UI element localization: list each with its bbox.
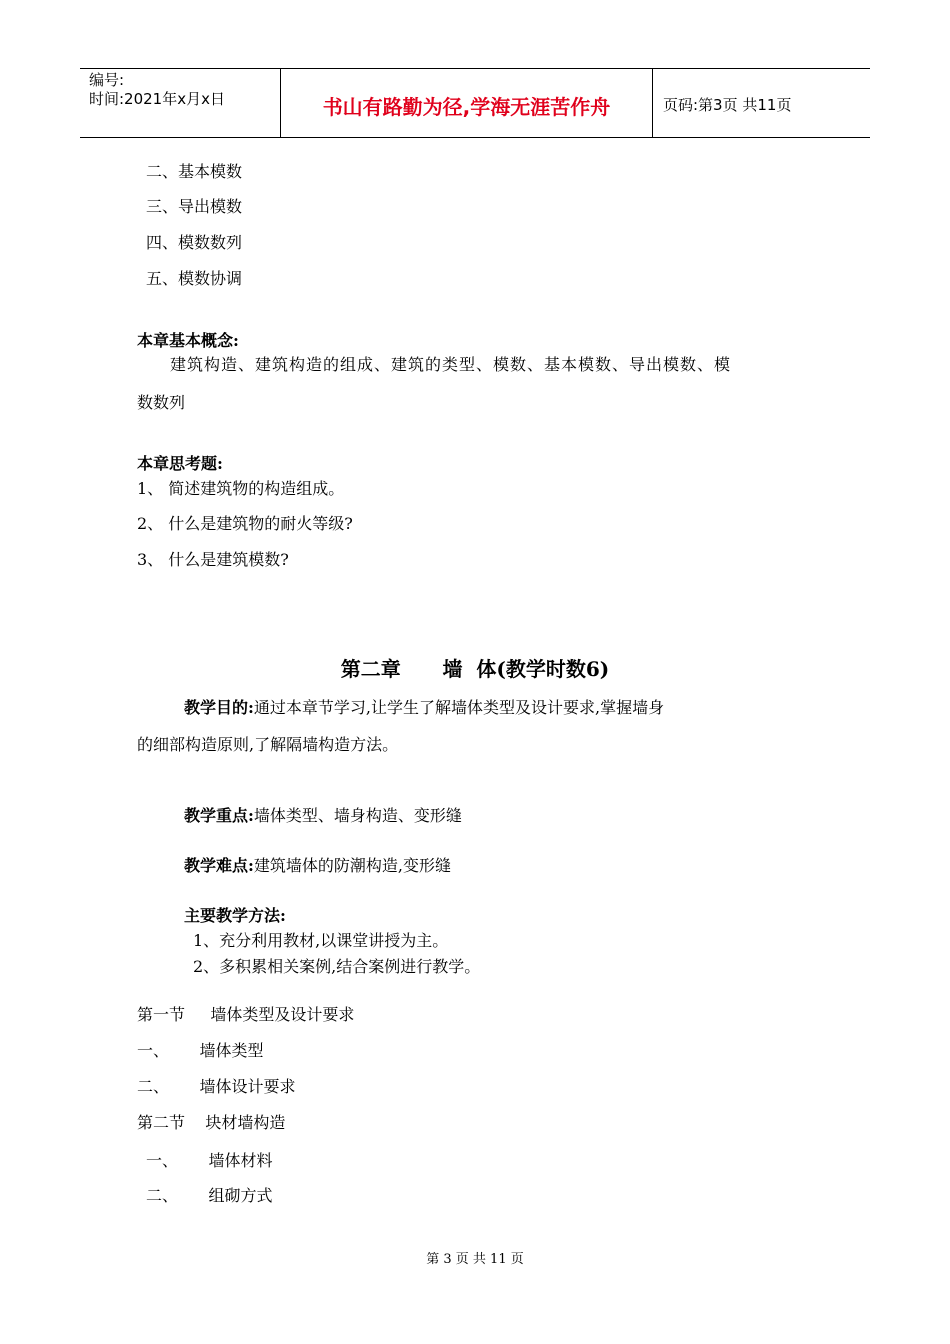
- list-item: 二、基本模数: [146, 162, 243, 181]
- page-footer: 第 3 页 共 11 页: [426, 1252, 524, 1267]
- list-item: 五、模数协调: [146, 269, 243, 288]
- list-item: 四、模数数列: [146, 233, 243, 252]
- list-item: 三、导出模数: [146, 197, 243, 216]
- key-text: 墙体类型、墙身构造、变形缝: [253, 806, 462, 825]
- method-item: 2、多积累相关案例,结合案例进行教学。: [193, 957, 481, 976]
- goal-paragraph: [184, 698, 664, 718]
- difficulty-points: [184, 856, 451, 876]
- question-item: 1、 简述建筑物的构造组成。: [137, 479, 345, 498]
- code-label: 编号:: [89, 71, 125, 89]
- questions-title: 本章思考题:: [137, 454, 223, 473]
- diff-label: 教学难点:: [184, 856, 254, 875]
- key-label: 教学重点:: [184, 806, 254, 825]
- goal-text-cont: 的细部构造原则,了解隔墙构造方法。: [137, 735, 399, 754]
- section-title: 第二节 块材墙构造: [137, 1113, 286, 1132]
- outline-item: 二、 墙体设计要求: [137, 1077, 296, 1096]
- question-item: 2、 什么是建筑物的耐火等级?: [137, 514, 353, 533]
- outline-item: 一、 墙体类型: [137, 1041, 264, 1060]
- method-item: 1、充分利用教材,以课堂讲授为主。: [193, 931, 449, 950]
- key-points: [184, 806, 462, 826]
- time-text: 时间:2021年x月x日: [89, 90, 225, 108]
- concepts-title: 本章基本概念:: [137, 331, 239, 350]
- page-header: [80, 68, 870, 138]
- header-motto: 书山有路勤为径,学海无涯苦作舟: [281, 69, 653, 137]
- header-meta: [80, 69, 281, 137]
- section-title: 第一节 墙体类型及设计要求: [137, 1005, 355, 1024]
- outline-item: 一、 墙体材料: [146, 1151, 273, 1170]
- header-page-info: 页码:第3页 共11页: [663, 95, 792, 114]
- chapter-title: 第二章 墙 体(教学时数6): [340, 657, 610, 681]
- method-title: 主要教学方法:: [184, 906, 286, 925]
- question-item: 3、 什么是建筑模数?: [137, 550, 289, 569]
- outline-item: 二、 组砌方式: [146, 1186, 273, 1205]
- concepts-text: 数数列: [137, 393, 186, 412]
- concepts-text: 建筑构造、建筑构造的组成、建筑的类型、模数、基本模数、导出模数、模: [170, 355, 732, 374]
- goal-text: 通过本章节学习,让学生了解墙体类型及设计要求,掌握墙身: [253, 698, 665, 717]
- diff-text: 建筑墙体的防潮构造,变形缝: [253, 856, 452, 875]
- goal-label: 教学目的:: [184, 698, 254, 717]
